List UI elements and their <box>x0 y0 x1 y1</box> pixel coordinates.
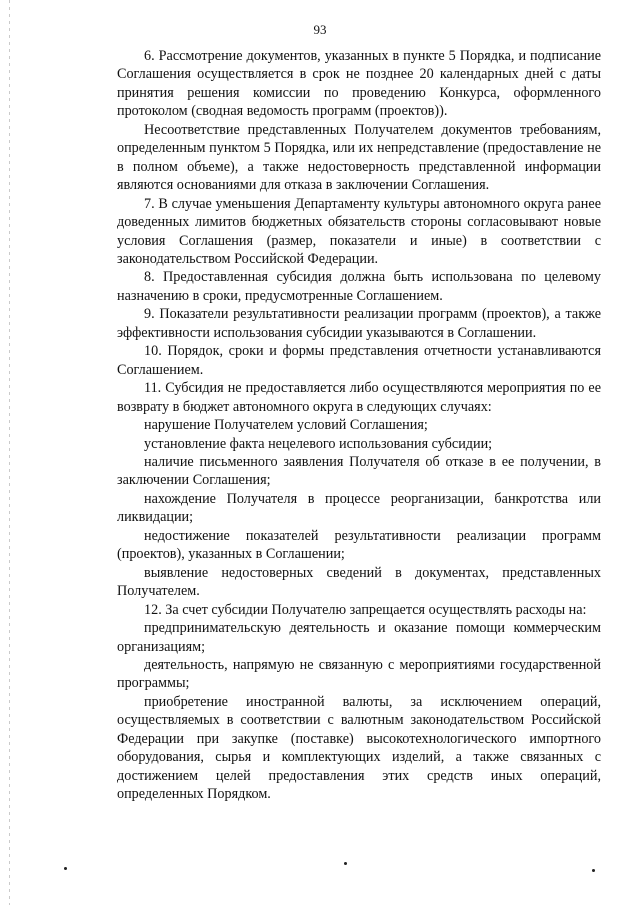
list-item: нахождение Получателя в процессе реорганизации, банкротства или ликвидации; <box>117 490 601 526</box>
scan-edge-artifact <box>9 0 10 905</box>
paragraph-12: 12. За счет субсидии Получателю запрещается осуществлять расходы на: <box>144 601 587 618</box>
paragraph-11: 11. Субсидия не предоставляется либо осуществляются мероприятия по ее возврату в бюджет автономного округа в следующих случаях: <box>117 380 601 415</box>
paragraph-6: 6. Рассмотрение документов, указанных в пункте 5 Порядка, и подписание Соглашения осуществляется в срок не позднее 20 календарных дней с даты принятия решения комиссии по проведению Конкурса, оформленного протоколом (сводная ведомость программ (проектов)). <box>117 48 601 120</box>
scan-speck <box>64 867 67 870</box>
scan-speck <box>344 862 347 865</box>
list-item: наличие письменного заявления Получателя об отказе в ее получении, в заключении Соглашения; <box>117 453 601 489</box>
paragraph-7: 7. В случае уменьшения Департаменту культуры автономного округа ранее доведенных лимитов бюджетных обязательств стороны согласовывают новые условия Соглашения (размер, показатели и иные) в соответствии с законодательством Российской Федерации. <box>117 195 601 267</box>
paragraph-9: 9. Показатели результативности реализации программ (проектов), а также эффективности использования субсидии указываются в Соглашении. <box>117 306 601 341</box>
list-item: нарушение Получателем условий Соглашения; <box>144 417 428 434</box>
list-item: установление факта нецелевого использования субсидии; <box>144 435 493 452</box>
list-item: выявление недостоверных сведений в документах, представленных Получателем. <box>117 564 601 600</box>
list-item: приобретение иностранной валюты, за исключением операций, осуществляемых в соответствии с валютным законодательством Российской Федерации при закупке (поставке) высокотехнологического импортного оборудования, сырья и комплектующих изделий, а также связанных с достижением целей предоставления этих средств иных операций, определенных Порядком. <box>117 693 601 803</box>
page-number: 93 <box>313 22 327 37</box>
list-item: деятельность, напрямую не связанную с мероприятиями государственной программы; <box>117 656 601 692</box>
scan-speck <box>592 869 595 872</box>
paragraph-10: 10. Порядок, сроки и формы представления отчетности устанавливаются Соглашением. <box>117 343 601 378</box>
list-item: недостижение показателей результативности реализации программ (проектов), указанных в Соглашении; <box>117 527 601 563</box>
paragraph-6-noncompliance: Несоответствие представленных Получателем документов требованиям, определенным пунктом 5 Порядка, или их непредставление (предоставление не в полном объеме), а также недостоверность представленной информации являются основаниями для отказа в заключении Соглашения. <box>117 121 601 194</box>
paragraph-8: 8. Предоставленная субсидия должна быть использована по целевому назначению в сроки, предусмотренные Соглашением. <box>117 269 601 304</box>
list-item: предпринимательскую деятельность и оказание помощи коммерческим организациям; <box>117 620 601 655</box>
document-body <box>117 47 601 804</box>
